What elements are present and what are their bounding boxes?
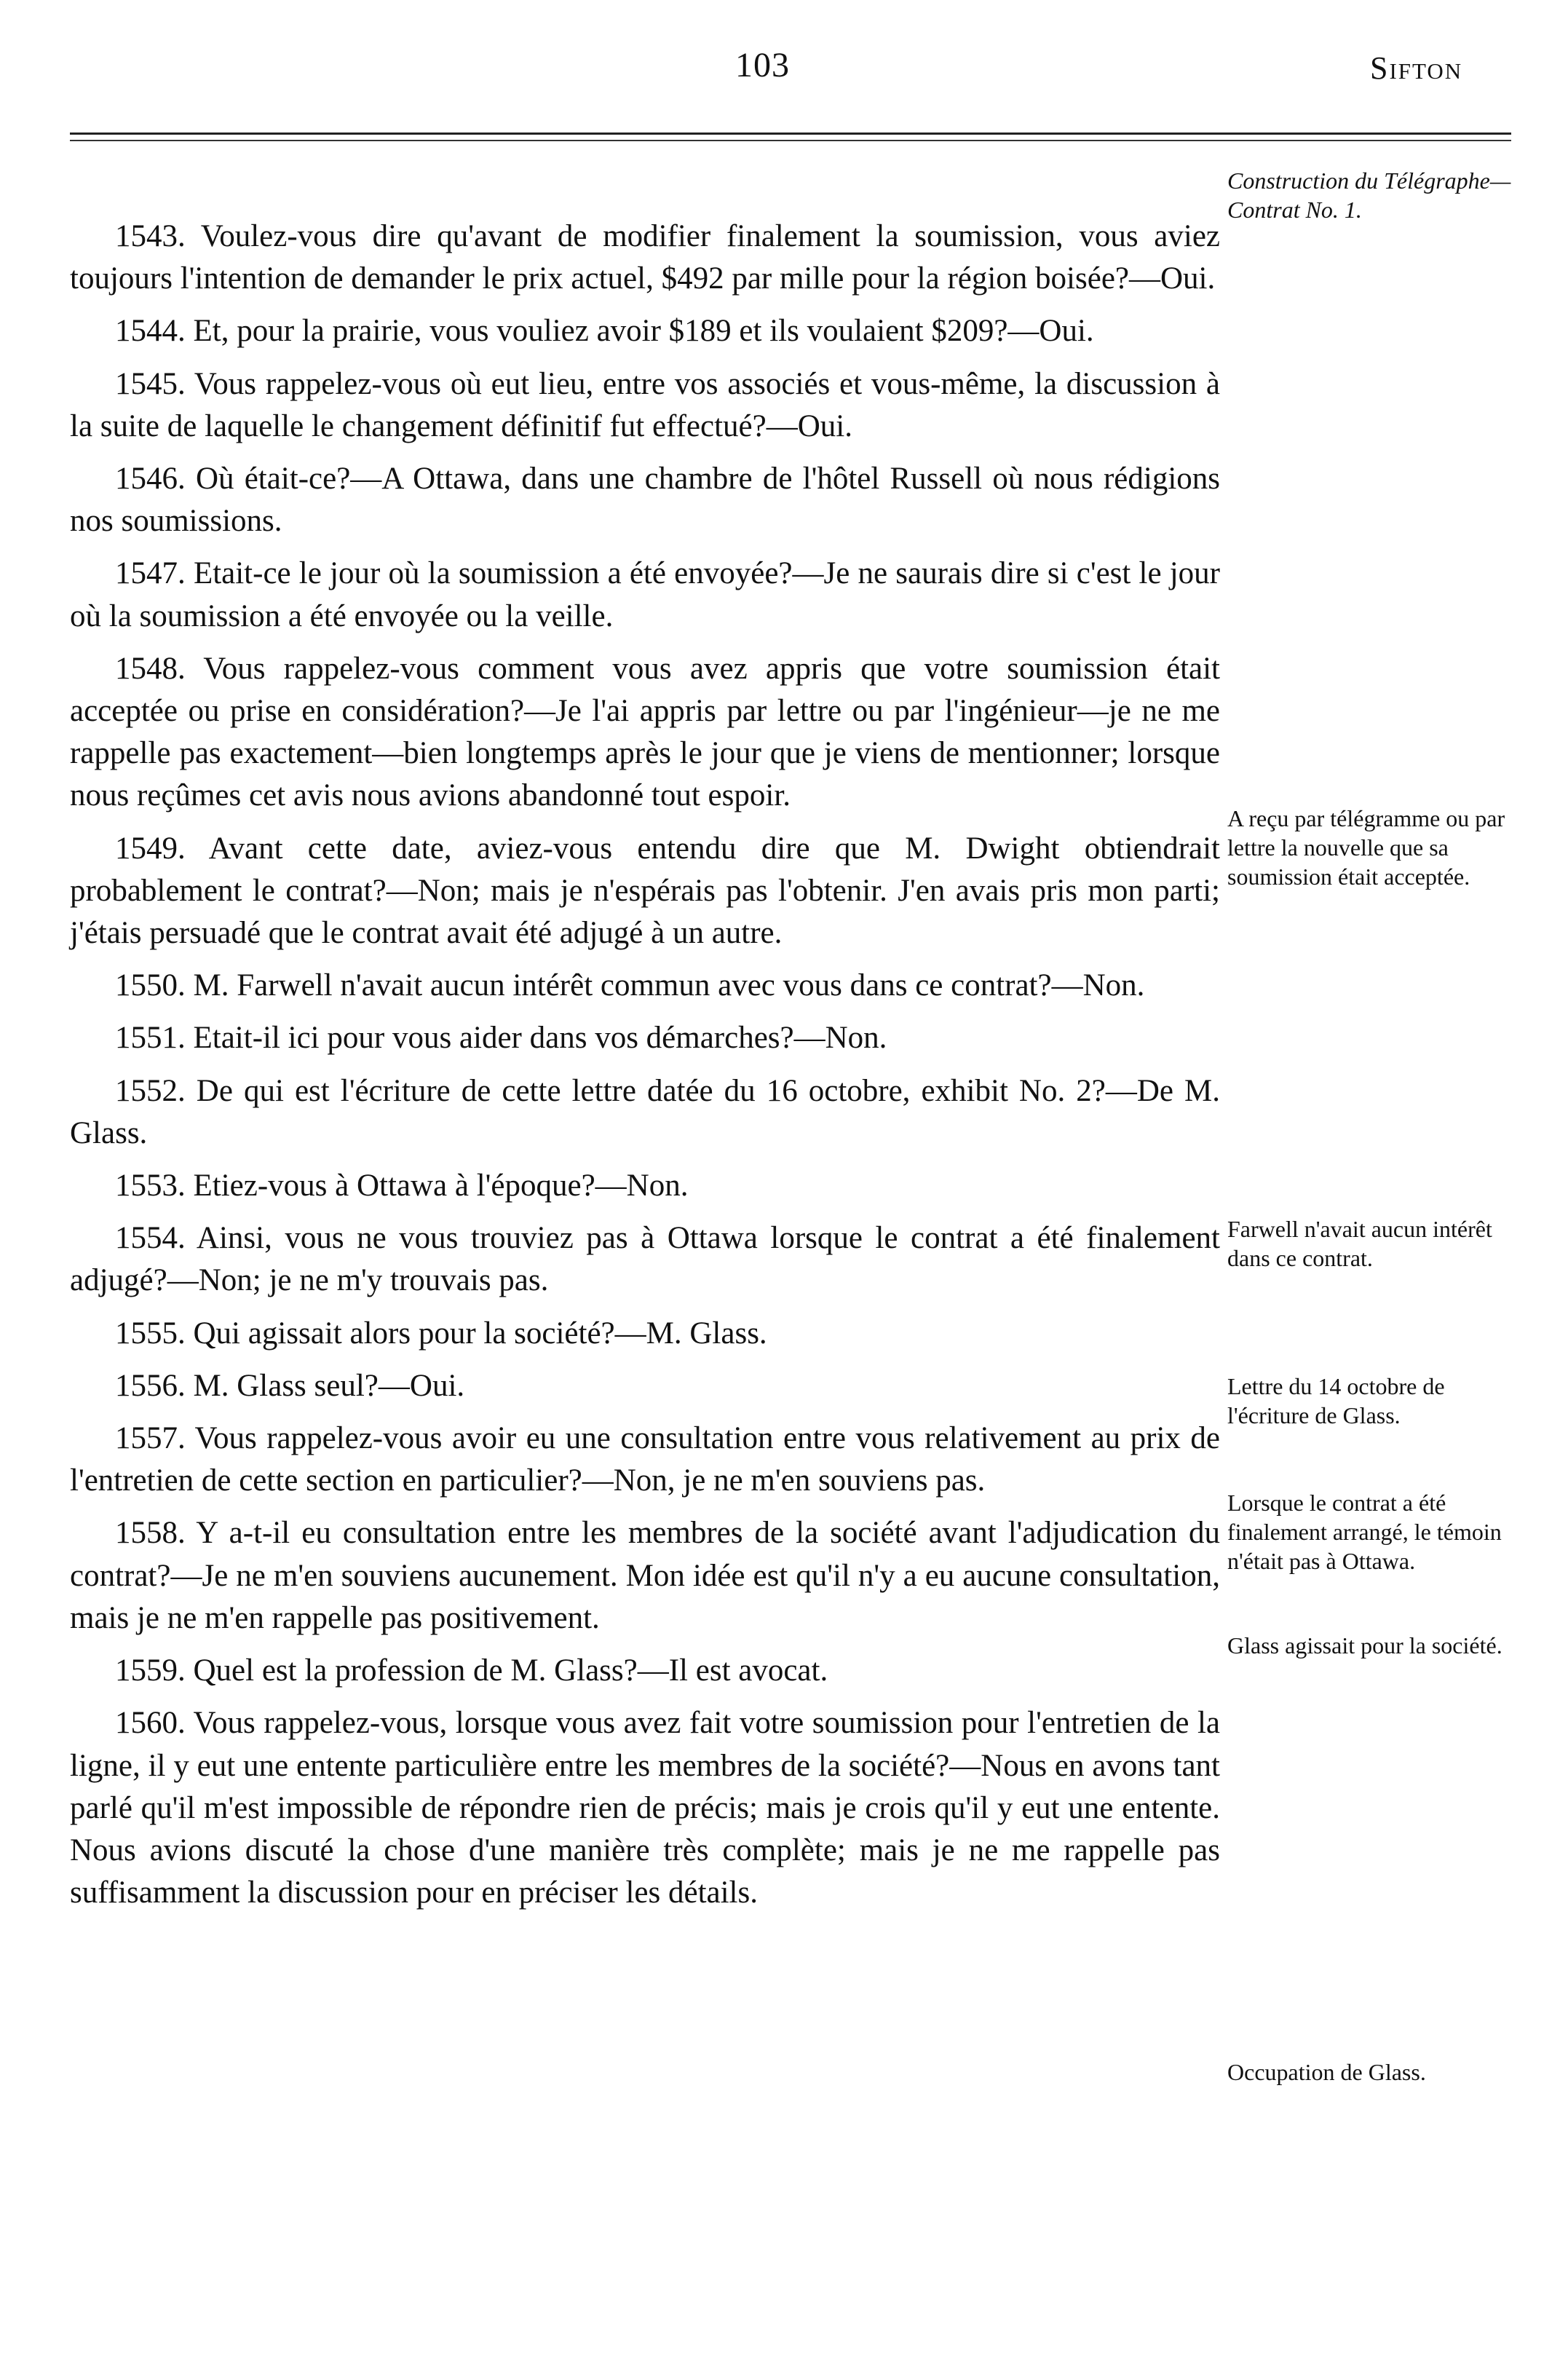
question-number: 1553. <box>115 1169 186 1203</box>
running-head: Sifton <box>1370 50 1463 86</box>
question-text: Voulez-vous dire qu'avant de modifier finalement la soumission, vous aviez toujours l'intention de demander le prix actuel, $492 par mille pour la région boisée?—Oui. <box>70 219 1220 296</box>
testimony-paragraph <box>70 1418 1220 1502</box>
question-number: 1559. <box>115 1653 186 1688</box>
testimony-paragraph <box>70 216 1220 300</box>
question-text: Quel est la profession de M. Glass?—Il est avocat. <box>193 1653 828 1688</box>
question-number: 1547. <box>115 556 186 591</box>
testimony-paragraph <box>70 1365 1220 1407</box>
question-number: 1560. <box>115 1706 186 1741</box>
question-text: M. Farwell n'avait aucun intérêt commun avec vous dans ce contrat?—Non. <box>193 968 1145 1003</box>
question-number: 1550. <box>115 968 186 1003</box>
question-number: 1555. <box>115 1316 186 1351</box>
margin-note: Lorsque le contrat a été finalement arrangé, le témoin n'était pas à Ottawa. <box>1227 1490 1502 1574</box>
question-text: Etiez-vous à Ottawa à l'époque?—Non. <box>193 1169 689 1203</box>
testimony-paragraph <box>70 1017 1220 1059</box>
margin-note: Occupation de Glass. <box>1227 2059 1426 2085</box>
question-text: Vous rappelez-vous avoir eu une consultation entre vous relativement au prix de l'entretien de cette section en particulier?—Non, je ne m'en souviens pas. <box>70 1421 1220 1498</box>
question-text: Avant cette date, aviez-vous entendu dire que M. Dwight obtiendrait probablement le contrat?—Non; mais je n'espérais pas l'obtenir. J'en avais pris mon parti; j'étais persuadé que le contrat avait été adjugé à un autre. <box>70 831 1220 951</box>
margin-note: Glass agissait pour la société. <box>1227 1632 1502 1659</box>
margin-note: Lettre du 14 octobre de l'écriture de Glass. <box>1227 1373 1445 1428</box>
question-text: Où était-ce?—A Ottawa, dans une chambre de l'hôtel Russell où nous rédigions nos soumissions. <box>70 462 1220 539</box>
testimony-paragraph <box>70 363 1220 448</box>
question-text: De qui est l'écriture de cette lettre datée du 16 octobre, exhibit No. 2?—De M. Glass. <box>70 1073 1221 1150</box>
margin-note: A reçu par télégramme ou par lettre la nouvelle que sa soumission était acceptée. <box>1227 805 1505 890</box>
testimony-paragraph <box>70 1217 1220 1302</box>
question-number: 1558. <box>115 1516 186 1551</box>
testimony-paragraph <box>70 458 1220 542</box>
testimony-paragraph <box>70 553 1220 637</box>
question-text: Vous rappelez-vous où eut lieu, entre vos associés et vous-même, la discussion à la suite de laquelle le changement définitif fut effectué?—Oui. <box>70 366 1220 443</box>
question-text: Qui agissait alors pour la société?—M. Glass. <box>193 1316 767 1351</box>
question-text: Etait-il ici pour vous aider dans vos démarches?—Non. <box>193 1021 887 1056</box>
question-number: 1543. <box>115 219 186 253</box>
margin-note: Farwell n'avait aucun intérêt dans ce contrat. <box>1227 1216 1492 1271</box>
testimony-paragraph <box>70 1702 1220 1914</box>
testimony-paragraph <box>70 965 1220 1007</box>
question-number: 1554. <box>115 1221 186 1256</box>
testimony-paragraph <box>70 1165 1220 1207</box>
testimony-paragraph <box>70 828 1220 955</box>
question-number: 1552. <box>115 1073 186 1108</box>
margin-note: Construction du Télégraphe—Contrat No. 1. <box>1227 167 1511 223</box>
question-text: M. Glass seul?—Oui. <box>193 1368 465 1403</box>
question-number: 1549. <box>115 831 186 866</box>
question-number: 1551. <box>115 1021 186 1056</box>
testimony-paragraph <box>70 648 1220 818</box>
testimony-paragraph <box>70 1512 1220 1640</box>
page-number: 103 <box>735 46 790 84</box>
question-number: 1545. <box>115 366 186 401</box>
question-text: Etait-ce le jour où la soumission a été envoyée?—Je ne saurais dire si c'est le jour où la soumission a été envoyée ou la veille. <box>70 556 1221 633</box>
question-text: Vous rappelez-vous, lorsque vous avez fait votre soumission pour l'entretien de la ligne, il y eut une entente particulière entre les membres de la société?—Nous en avons tant parlé qu'il m'est impossible de répondre rien de précis; mais je crois qu'il y eut une entente. Nous avions discuté la chose d'une manière très complète; mais je ne me rappelle pas suffisamment la discussion pour en préciser les détails. <box>70 1706 1220 1910</box>
question-number: 1544. <box>115 314 186 349</box>
question-number: 1556. <box>115 1368 186 1403</box>
testimony-paragraph <box>70 1313 1220 1355</box>
question-text: Ainsi, vous ne vous trouviez pas à Ottawa lorsque le contrat a été finalement adjugé?—Non; je ne m'y trouvais pas. <box>70 1221 1220 1298</box>
header-rule-thin <box>70 140 1511 141</box>
testimony-paragraph <box>70 1650 1220 1692</box>
testimony-paragraph <box>70 310 1220 352</box>
question-number: 1548. <box>115 651 186 686</box>
question-number: 1546. <box>115 462 186 497</box>
header-rule <box>70 133 1511 135</box>
question-text: Vous rappelez-vous comment vous avez appris que votre soumission était acceptée ou prise en considération?—Je l'ai appris par lettre ou par l'ingénieur—je ne me rappelle pas exactement—bien longtemps après le jour que je viens de mentionner; lorsque nous reçûmes cet avis nous avions abandonné tout espoir. <box>70 651 1220 813</box>
question-number: 1557. <box>115 1421 186 1456</box>
testimony-paragraph <box>70 1070 1220 1155</box>
question-text: Et, pour la prairie, vous vouliez avoir $189 et ils voulaient $209?—Oui. <box>193 314 1094 349</box>
testimony-body <box>70 216 1220 1924</box>
question-text: Y a-t-il eu consultation entre les membres de la société avant l'adjudication du contrat?—Je ne m'en souviens aucunement. Mon idée est qu'il n'y a eu aucune consultation, mais je ne m'en rappelle pas positivement. <box>70 1516 1220 1635</box>
